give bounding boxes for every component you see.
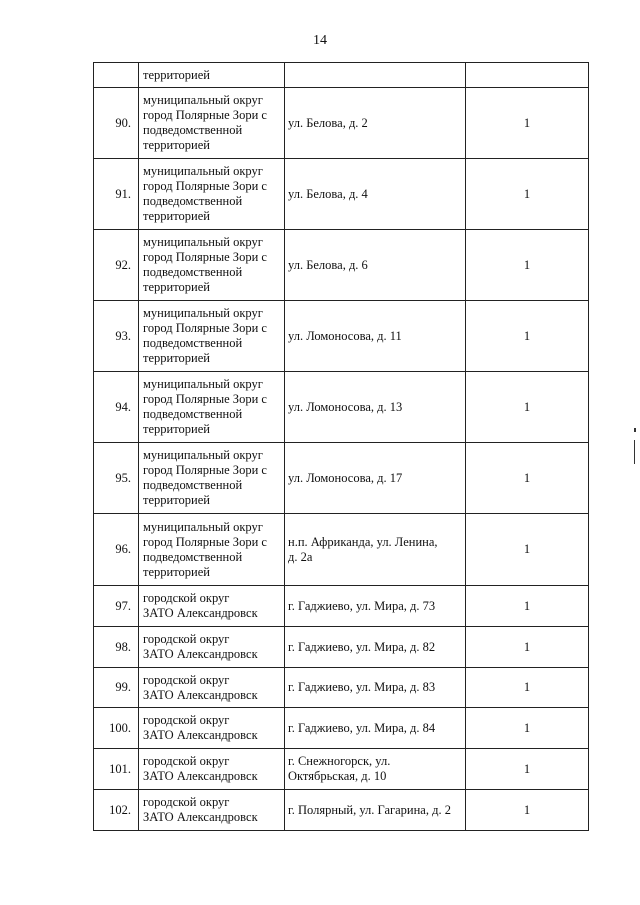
table-row	[94, 790, 589, 831]
address-cell: г. Гаджиево, ул. Мира, д. 82	[285, 627, 466, 668]
district-cell: городской округ ЗАТО Александровск	[139, 749, 285, 790]
district-cell: городской округ ЗАТО Александровск	[139, 668, 285, 708]
count-cell: 1	[466, 627, 589, 668]
row-number: 92.	[94, 230, 139, 301]
count-cell: 1	[466, 372, 589, 443]
address-cell: ул. Белова, д. 4	[285, 159, 466, 230]
count-cell: 1	[466, 443, 589, 514]
district-cell: муниципальный округ город Полярные Зори с подведомственной территорией	[139, 88, 285, 159]
row-number: 94.	[94, 372, 139, 443]
table-row	[94, 63, 589, 88]
row-number: 95.	[94, 443, 139, 514]
table-row	[94, 708, 589, 749]
table-row	[94, 159, 589, 230]
count-cell: 1	[466, 790, 589, 831]
row-number: 100.	[94, 708, 139, 749]
row-number: 93.	[94, 301, 139, 372]
table-row	[94, 230, 589, 301]
district-cell: муниципальный округ город Полярные Зори с подведомственной территорией	[139, 443, 285, 514]
district-cell: муниципальный округ город Полярные Зори с подведомственной территорией	[139, 301, 285, 372]
address-cell: г. Гаджиево, ул. Мира, д. 73	[285, 586, 466, 627]
address-cell: ул. Белова, д. 6	[285, 230, 466, 301]
address-cell	[285, 63, 466, 88]
row-number	[94, 63, 139, 88]
address-cell: г. Снежногорск, ул. Октябрьская, д. 10	[285, 749, 466, 790]
row-number: 99.	[94, 668, 139, 708]
row-number: 91.	[94, 159, 139, 230]
table-row	[94, 443, 589, 514]
district-cell: муниципальный округ город Полярные Зори с подведомственной территорией	[139, 159, 285, 230]
district-cell: муниципальный округ город Полярные Зори с подведомственной территорией	[139, 514, 285, 586]
table-row	[94, 88, 589, 159]
district-cell: городской округ ЗАТО Александровск	[139, 708, 285, 749]
table-row	[94, 301, 589, 372]
address-cell: ул. Ломоносова, д. 11	[285, 301, 466, 372]
district-cell: городской округ ЗАТО Александровск	[139, 586, 285, 627]
table-row	[94, 668, 589, 708]
count-cell: 1	[466, 301, 589, 372]
address-cell: г. Полярный, ул. Гагарина, д. 2	[285, 790, 466, 831]
row-number: 97.	[94, 586, 139, 627]
count-cell: 1	[466, 230, 589, 301]
data-table	[93, 62, 589, 831]
row-number: 98.	[94, 627, 139, 668]
address-cell: ул. Белова, д. 2	[285, 88, 466, 159]
row-number: 90.	[94, 88, 139, 159]
count-cell: 1	[466, 668, 589, 708]
address-cell: ул. Ломоносова, д. 13	[285, 372, 466, 443]
table-row	[94, 372, 589, 443]
address-cell: н.п. Африканда, ул. Ленина, д. 2а	[285, 514, 466, 586]
count-cell: 1	[466, 514, 589, 586]
address-cell: г. Гаджиево, ул. Мира, д. 83	[285, 668, 466, 708]
count-cell: 1	[466, 708, 589, 749]
count-cell: 1	[466, 88, 589, 159]
row-number: 96.	[94, 514, 139, 586]
table-row	[94, 586, 589, 627]
district-cell: городской округ ЗАТО Александровск	[139, 790, 285, 831]
district-cell: муниципальный округ город Полярные Зори с подведомственной территорией	[139, 372, 285, 443]
margin-mark	[634, 428, 636, 432]
count-cell	[466, 63, 589, 88]
address-cell: ул. Ломоносова, д. 17	[285, 443, 466, 514]
table-row	[94, 514, 589, 586]
district-cell: городской округ ЗАТО Александровск	[139, 627, 285, 668]
district-cell: территорией	[139, 63, 285, 88]
district-cell: муниципальный округ город Полярные Зори с подведомственной территорией	[139, 230, 285, 301]
row-number: 101.	[94, 749, 139, 790]
address-cell: г. Гаджиево, ул. Мира, д. 84	[285, 708, 466, 749]
table-row	[94, 749, 589, 790]
count-cell: 1	[466, 749, 589, 790]
row-number: 102.	[94, 790, 139, 831]
margin-mark	[634, 440, 635, 464]
count-cell: 1	[466, 586, 589, 627]
count-cell: 1	[466, 159, 589, 230]
page-number: 14	[313, 33, 327, 48]
table-row	[94, 627, 589, 668]
